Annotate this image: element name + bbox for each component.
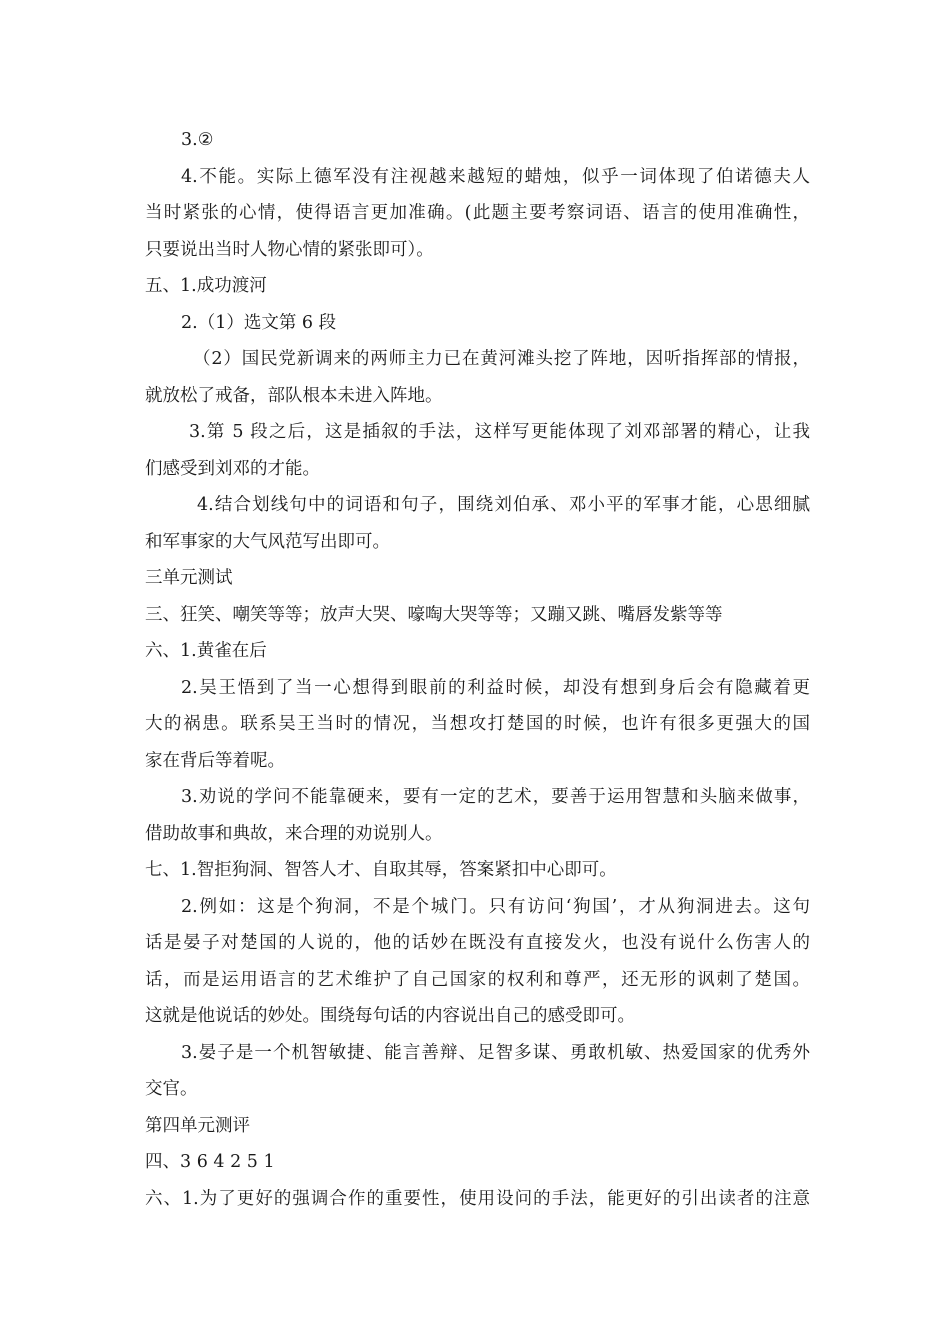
text-line: 这就是他说话的妙处。围绕每句话的内容说出自己的感受即可。 [145, 1006, 635, 1026]
text-line: 六、1.为了更好的强调合作的重要性，使用设问的手法，能更好的引出读者的注意 [145, 1188, 810, 1209]
text-line: 大的祸患。联系吴王当时的情况，当想攻打楚国的时候，也许有很多更强大的国 [145, 714, 810, 734]
text-line: 4.不能。实际上德军没有注视越来越短的蜡烛，似乎一词体现了伯诺德夫人 [181, 166, 810, 187]
text-line: 3.第 5 段之后，这是插叙的手法，这样写更能体现了刘邓部署的精心，让我 [189, 422, 810, 442]
text-line: 2.例如：这是个狗洞，不是个城门。只有访问‘狗国’，才从狗洞进去。这句 [181, 896, 810, 917]
text-line: 话，而是运用语言的艺术维护了自己国家的权利和尊严，还无形的讽刺了楚国。 [145, 969, 810, 990]
text-line: 七、1.智拒狗洞、智答人才、自取其辱，答案紧扣中心即可。 [145, 860, 617, 880]
text-line: 2.吴王悟到了当一心想得到眼前的利益时候，却没有想到身后会有隐藏着更 [181, 677, 810, 698]
text-line: 六、1.黄雀在后 [145, 641, 267, 661]
text-line: 和军事家的大气风范写出即可。 [145, 531, 390, 552]
text-line: 借助故事和典故，来合理的劝说别人。 [145, 823, 443, 844]
text-line: 四、3 6 4 2 5 1 [145, 1152, 275, 1172]
text-line: 当时紧张的心情，使得语言更加准确。(此题主要考察词语、语言的使用准确性， [145, 203, 810, 223]
text-line: 交官。 [145, 1079, 198, 1099]
text-line: 五、1.成功渡河 [145, 276, 267, 296]
document-body [145, 122, 810, 1217]
text-line: 们感受到刘邓的才能。 [145, 458, 320, 479]
text-line: 就放松了戒备，部队根本未进入阵地。 [145, 385, 443, 406]
text-line: 三单元测试 [145, 568, 233, 588]
text-line: 4.结合划线句中的词语和句子，围绕刘伯承、邓小平的军事才能，心思细腻 [197, 495, 810, 515]
text-line: 第四单元测评 [145, 1115, 250, 1136]
text-line: （2）国民党新调来的两师主力已在黄河滩头挖了阵地，因听指挥部的情报， [193, 349, 810, 369]
text-line: 3.劝说的学问不能靠硬来，要有一定的艺术，要善于运用智慧和头脑来做事， [181, 787, 810, 807]
text-line: 只要说出当时人物心情的紧张即可）。 [145, 239, 434, 260]
text-line: 2.（1）选文第 6 段 [181, 312, 337, 333]
text-line: 3.② [181, 130, 214, 150]
text-line: 话是晏子对楚国的人说的，他的话妙在既没有直接发火，也没有说什么伤害人的 [145, 933, 810, 953]
text-line: 三、狂笑、嘲笑等等；放声大哭、嚎啕大哭等等；又蹦又跳、嘴唇发紫等等 [145, 604, 723, 625]
text-line: 3.晏子是一个机智敏捷、能言善辩、足智多谋、勇敢机敏、热爱国家的优秀外 [181, 1042, 810, 1063]
text-line: 家在背后等着呢。 [145, 750, 285, 771]
